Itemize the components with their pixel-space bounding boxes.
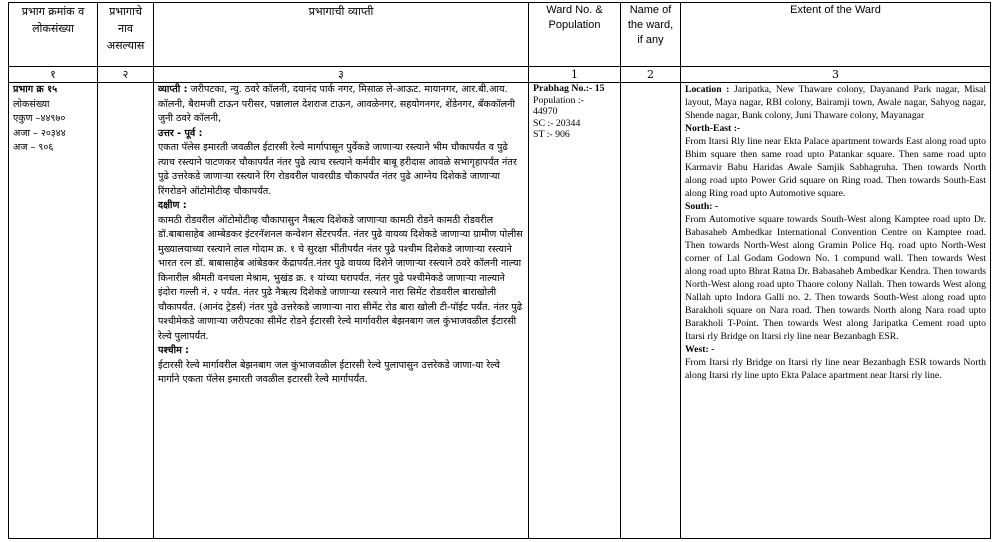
population-label-en: Population :-	[533, 94, 584, 106]
header-ward-extent-en: Extent of the Ward	[681, 3, 991, 67]
ward-extent-en	[681, 83, 991, 539]
header-row	[9, 3, 991, 67]
column-number: 3	[681, 67, 991, 83]
header-ward-name-mr: प्रभागाचे नाव असल्यास	[98, 3, 154, 67]
section-text: जरीपटका, न्यु. ठवरे कॉलनी, दयानंद पार्क नगर, मिसाळ ले-आऊट. मायानगर, आर.बी.आय. कॉलनी, बैरामजी टाऊन परीसर, पन्नालाल देशराज टाऊन, आवळेनगर, सहयोगनगर, शेंडेनगर, बँककॉलनी जुनी ठवरे कॉलनी,	[158, 84, 515, 124]
column-number: १	[9, 67, 98, 83]
extent-location-en	[685, 83, 986, 122]
ward-name-en-cell	[621, 83, 681, 539]
section-text: From Itarsi Rly line near Ekta Palace apartment towards East along road upto Bhim square then same road upto Patankar square. Then same road upto Karmavir Babu Haridas Awale Samjik Sabhagruha. Then towards North along road upto Power Grid square on Ring road. Then towards South-East along Ring road upto Automotive square.	[685, 136, 986, 199]
ward-extent-mr	[154, 83, 529, 539]
ward-row	[9, 83, 991, 539]
section-label: दक्षीण :	[158, 200, 187, 211]
ward-label-en: Prabhag No.:- 15	[533, 83, 605, 94]
population-total-mr: एकुण –४४९७०	[13, 113, 66, 124]
population-label-mr: लोकसंख्या	[13, 98, 50, 110]
section-text: ईटारसी रेल्वे मार्गावरील बेझनबाग जल कुंभाजवळील ईटारसी रेल्वे पुलापासुन उत्तरेकडे जाणा-या रेल्वे मार्गाने एकता पॅलेस इमारती जवळील इटारसी रेल्वे मार्गापर्यंत.	[158, 359, 500, 385]
column-number: 2	[621, 67, 681, 83]
section-label: North-East :-	[685, 123, 741, 134]
population-sc-mr: अजा – २०३४४	[13, 127, 66, 139]
header-ward-extent-mr: प्रभागाची व्याप्ती	[154, 3, 529, 67]
population-sc-en: SC :- 20344	[533, 117, 581, 129]
ward-table	[8, 2, 991, 539]
column-number: 1	[529, 67, 621, 83]
extent-location-mr	[158, 83, 524, 127]
section-text: एकता पॅलेस इमारती जवळील ईटारसी रेल्वे मार्गापासून पुर्वेकडे जाणाऱ्या रस्त्याने भीम चौकापर्यंत व पुढे त्याच रस्त्याने पाटणकर चौकापर्यंत नंतर पुढे त्याच रस्त्याने कर्मवीर बाबू हरीदास आवळे सभागृहापर्यंत नंतर पुढे उत्तरेकडे जाणाऱ्या रस्त्याने रिंग रोडवरील पावरग्रीड चौकापर्यंत नंतर पुढे आग्नेय दिशेकडे जाणाऱ्या रिंगरोडने ऑटोमोटीव्ह चौकापर्यंत.	[158, 142, 517, 197]
section-label: उत्तर - पूर्व :	[158, 127, 203, 139]
header-ward-name-en: Name of the ward, if any	[621, 3, 681, 67]
column-number-row	[9, 67, 991, 83]
column-number: २	[98, 67, 154, 83]
header-ward-number-population-en: Ward No. & Population	[529, 3, 621, 67]
section-text: From Automotive square towards South-West along Kamptee road upto Dr. Babasaheb Ambedkar International Convention Centre on Kamptee road. Then towards North-West along Gramin Police Hq. road upto North-West corner of Lal Godam Godown No. 1 compund wall. Then towards West along road upto Bhrat Ratna Dr. Babasaheb Ambedkar Kendra. Then towards North-West along road upto Thaore colony Nallah. Then towards West along Nallah upto Indora Galli no. 2. Then towards South-West along road upto Barakholi square on Nara road. Then towards North along Nara road upto Barakholi T-Point. Then towards West along Jaripatka Cement road upto Itarsi rly Bridge on Itarsi rly line near Bezanbagh ESR.	[685, 214, 986, 342]
ward-info-mr	[9, 83, 98, 539]
section-text: Jaripatka, New Thaware colony, Dayanand Park nagar, Misal layout, Maya nagar, RBI colony, Bairamji town, Awale nagar, Sahyog nagar, Shende nagar, Bank colony, Juni Thaware colony, Mayanagar	[685, 84, 987, 121]
section-label: Location :	[685, 84, 730, 95]
header-ward-number-population-mr: प्रभाग क्रमांक व लोकसंख्या	[9, 3, 98, 67]
ward-info-en	[529, 83, 621, 539]
column-number: ३	[154, 67, 529, 83]
population-st-en: ST :- 906	[533, 129, 570, 140]
section-label: South: -	[685, 201, 719, 212]
population-st-mr: अज – ९०६	[13, 142, 54, 153]
section-text: कामठी रोडवरील ऑटोमोटीव्ह चौकापासुन नैऋत्य दिशेकडे जाणाऱ्या कामठी रोडने कामठी रोडवरील डॉ.बाबासाहेब आम्बेडकर इंटरनॅशनल कन्वेशन सेंटरपर्यंत. नंतर पुढे वायव्य दिशेकडे जाणाऱ्या ग्रामीण पोलीस मुख्यालयाच्या रस्त्याने लाल गोदाम क्र. १ चे सुरक्षा भींतीपर्यंत नंतर पुढे पश्चीम दिशेकडे जाणाऱ्या रस्त्याने भारत रत्न डॉ. बाबासाहेब आंबेडकर केंद्रापर्यंत.नंतर पुढे वायव्य दिशेने जाणाऱ्या रस्त्याने ठवरे कॉलनी नाल्या किनारील श्रीमती वनचला मेश्राम, भुखंड क्र. १ यांच्या घरापर्यंत. नंतर पुढे पश्चीमेकडे जाणाऱ्या नाल्याने इंदोरा गल्ली नं. २ पर्यंत. नंतर पुढे नैऋत्य दिशेकडे जाणाऱ्या रस्त्याने नारा सिमेंट रोडवरील बाराखोली चौकापर्यंत. (आनंद ट्रेडर्स) नंतर पुढे उत्तरेकडे जाणाऱ्या नारा सीमेंट रोड बारा खोली टी-पॉईट पर्यंत. नंतर पुढे पश्चीमेकडे जाणाऱ्या जरीपटका सीमेंट रोडने ईटारसी रेल्वे मार्गावरील बेझनबाग जल कुंभाजवळील ईटारसी रेल्वे पुलापर्यंत.	[158, 214, 523, 342]
section-label: West: -	[685, 344, 715, 355]
section-label: पश्चीम :	[158, 345, 190, 356]
ward-name-mr-cell	[98, 83, 154, 539]
ward-title-mr: प्रभाग क्र १५	[13, 84, 58, 95]
population-value-en: 44970	[533, 106, 558, 117]
section-text: From Itarsi rly Bridge on Itarsi rly line near Bezanbagh ESR towards North along Itarsi rly line upto Ekta Palace apartment near Itarsi rly line.	[685, 357, 986, 381]
section-label: व्याप्ती :	[158, 84, 188, 95]
